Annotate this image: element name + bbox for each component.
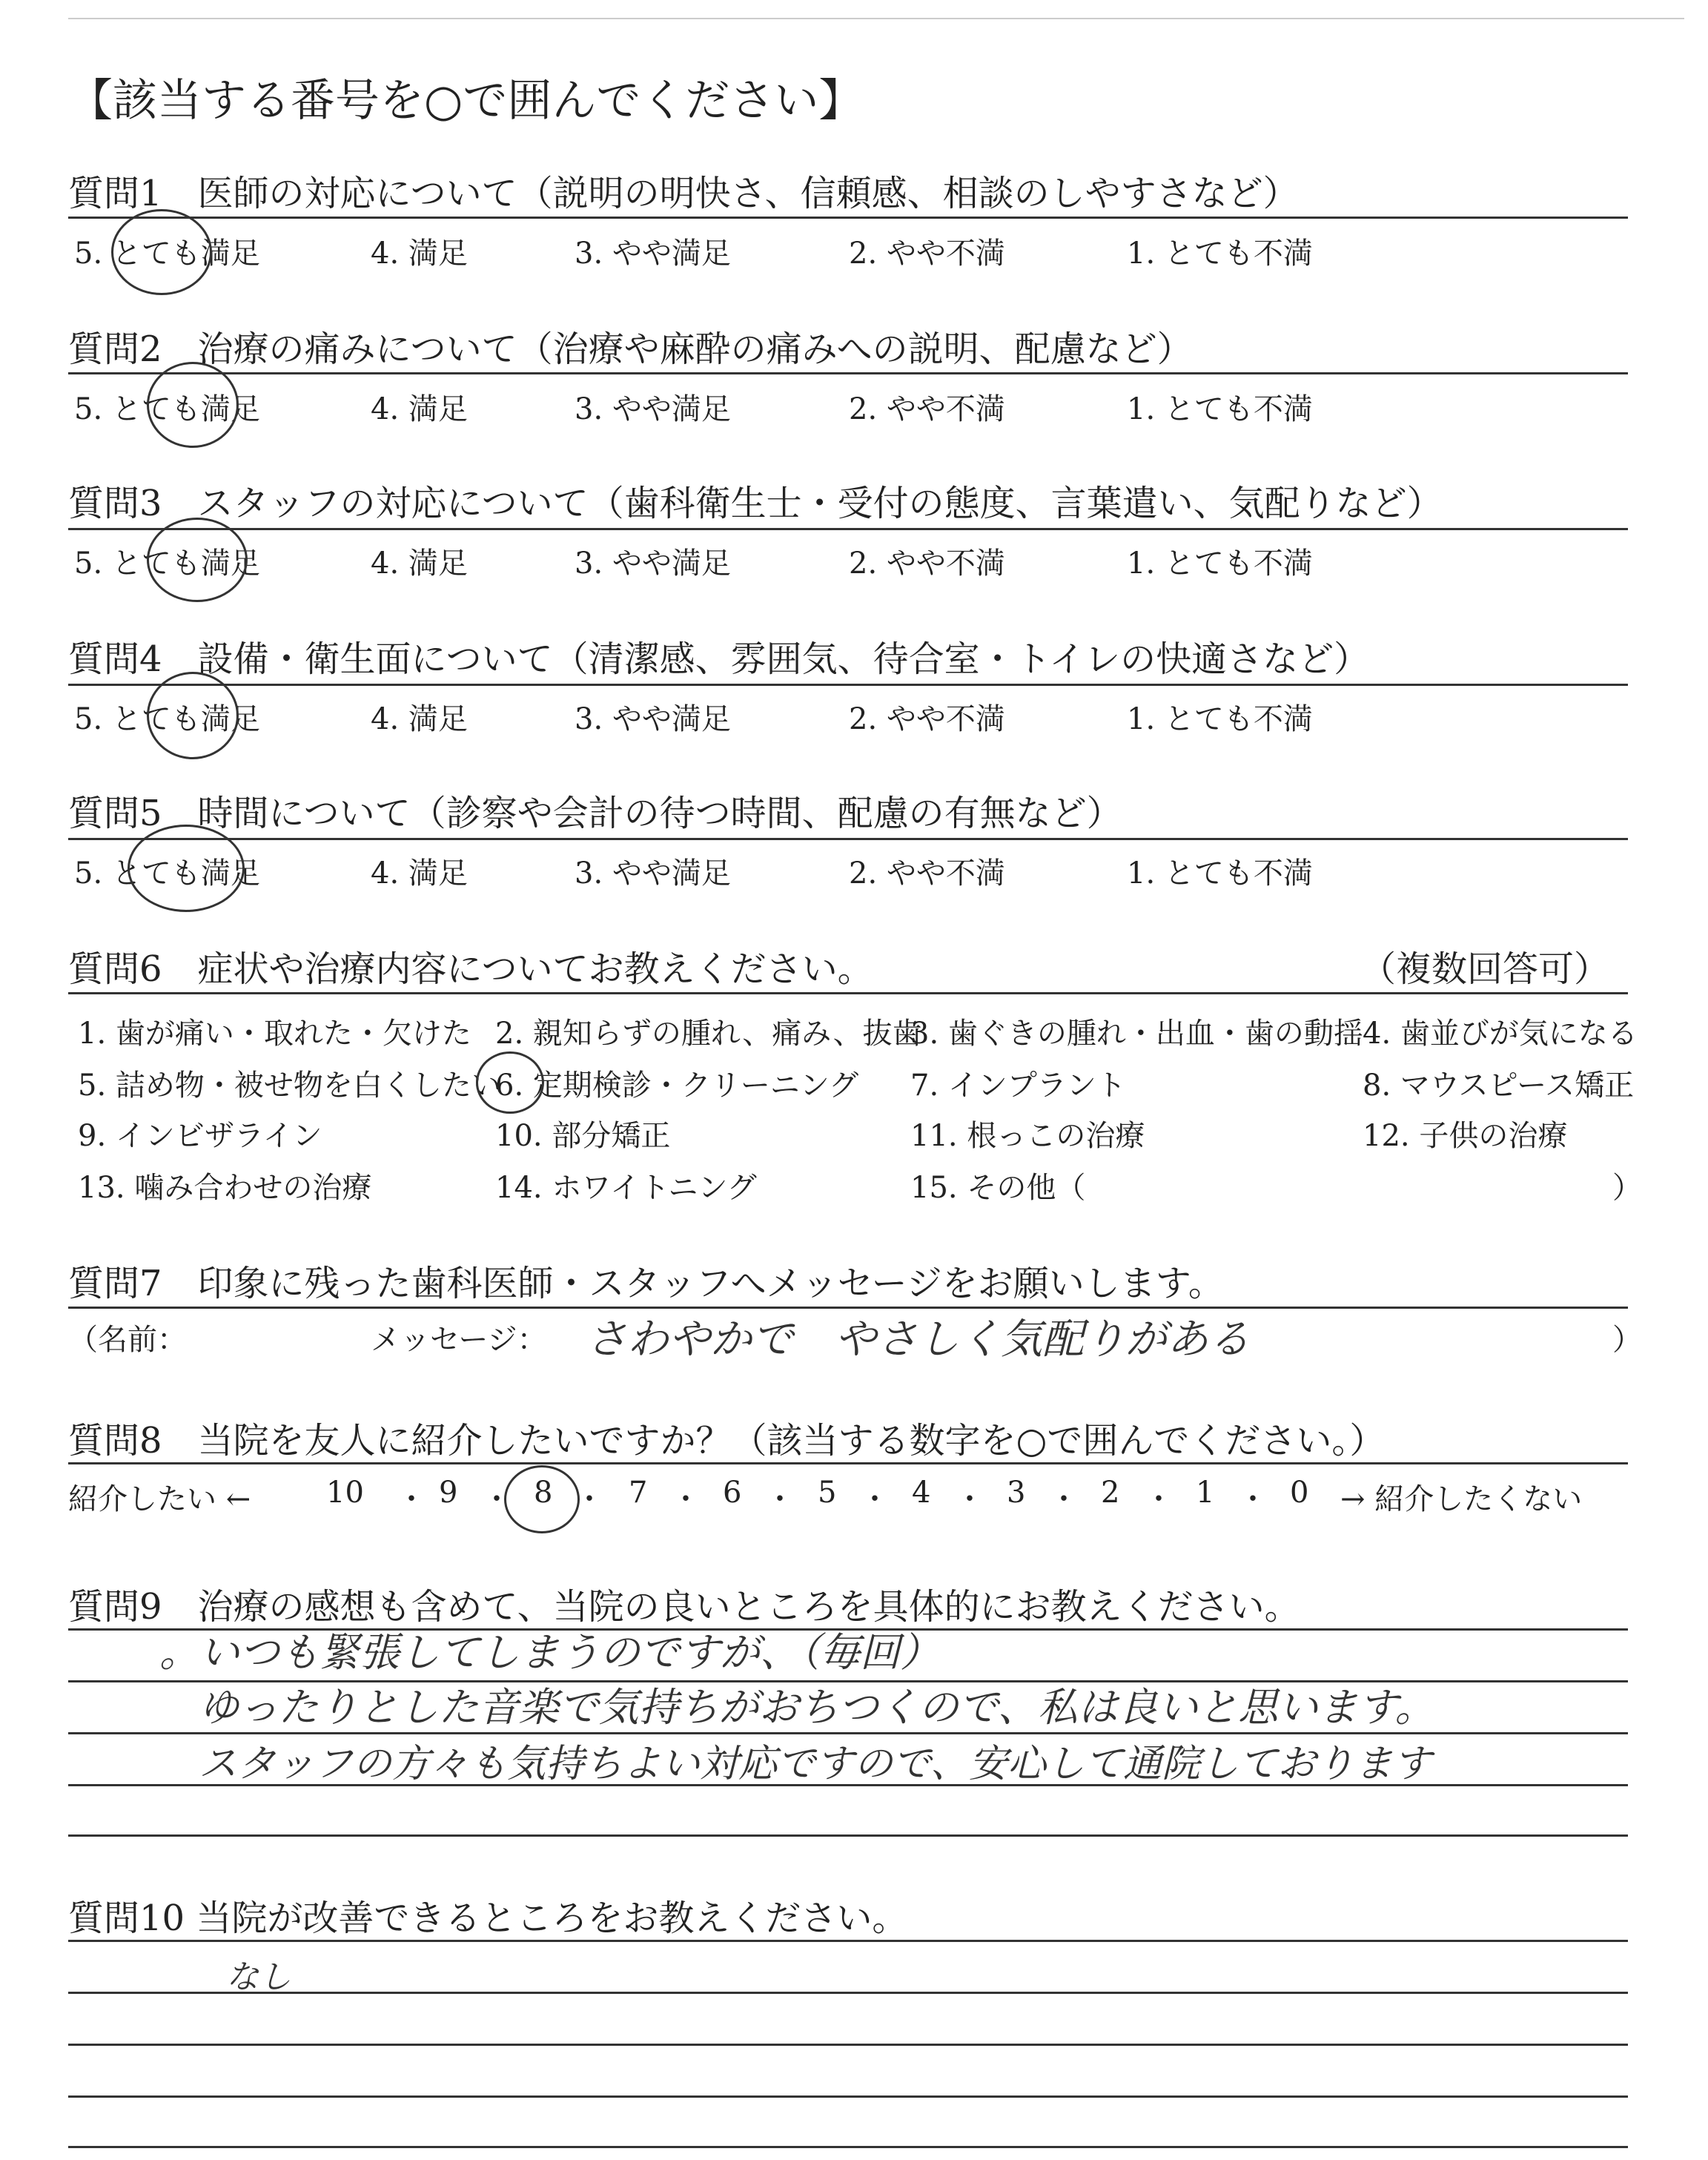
q10-rule-3 [68,2044,1628,2046]
q6-option-13[interactable]: 13. 噛み合わせの治療 [78,1171,372,1205]
q6-option-11[interactable]: 11. 根っこの治療 [910,1119,1145,1153]
q10-heading: 質問10 当院が改善できるところをお教えください。 [68,1898,908,1939]
q5-option-3[interactable]: 3. やや満足 [575,856,731,891]
q8-dot: ・ [1144,1482,1174,1516]
q6-option-15[interactable]: 15. その他（ [910,1171,1086,1205]
q2-option-4[interactable]: 4. 満足 [371,392,468,426]
q9-answer-line-2: ゆったりとした音楽で気持ちがおちつくので、私は良いと思います。 [199,1684,1435,1731]
q5-rule [68,838,1628,840]
q3-option-3[interactable]: 3. やや満足 [575,546,731,581]
q10-rule-5 [68,2146,1628,2148]
q4-selected-circle [147,672,239,759]
q8-dot: ・ [955,1482,984,1516]
q4-option-2[interactable]: 2. やや不満 [849,702,1005,736]
q8-scale-8[interactable]: 8 [534,1476,553,1510]
q1-option-3[interactable]: 3. やや満足 [575,237,731,271]
q6-option-8[interactable]: 8. マウスピース矯正 [1363,1069,1635,1103]
q2-option-2[interactable]: 2. やや不満 [849,392,1005,426]
q8-dot: ・ [575,1482,604,1516]
q6-option-14[interactable]: 14. ホワイトニング [495,1171,757,1205]
q8-dot: ・ [397,1482,426,1516]
q6-option-3[interactable]: 3. 歯ぐきの腫れ・出血・歯の動揺 [910,1017,1363,1051]
q7-message-handwritten: さわやかで やさしく気配りがある [586,1315,1250,1364]
q4-rule [68,684,1628,686]
q7-message-label: メッセージ： [371,1323,547,1357]
q8-scale-6[interactable]: 6 [723,1476,742,1510]
q8-dot: ・ [1238,1482,1268,1516]
q7-heading: 質問7 印象に残った歯科医師・スタッフへメッセージをお願いします。 [68,1263,1224,1304]
q6-option-1[interactable]: 1. 歯が痛い・取れた・欠けた [78,1017,471,1051]
q5-option-4[interactable]: 4. 満足 [371,856,468,891]
q3-option-4[interactable]: 4. 満足 [371,546,468,581]
q8-right-label: → 紹介したくない [1340,1482,1583,1516]
q3-option-2[interactable]: 2. やや不満 [849,546,1005,581]
q6-selected-circle [476,1051,544,1114]
q5-heading: 質問5 時間について（診察や会計の待つ時間、配慮の有無など） [68,793,1122,834]
q8-scale-0[interactable]: 0 [1290,1476,1309,1510]
q8-scale-10[interactable]: 10 [326,1476,364,1510]
page-title: 【該当する番号を○で囲んでください】 [68,75,864,127]
q5-option-2[interactable]: 2. やや不満 [849,856,1005,891]
q2-rule [68,372,1628,374]
q8-dot: ・ [1049,1482,1079,1516]
q3-rule [68,528,1628,530]
q9-answer-line-3: スタッフの方々も気持ちよい対応ですので、安心して通院しております [199,1742,1431,1786]
q1-rule [68,217,1628,219]
q8-dot: ・ [860,1482,890,1516]
q1-selected-circle [111,209,212,295]
q3-option-1[interactable]: 1. とても不満 [1127,546,1313,581]
top-border [68,18,1684,19]
q5-option-5[interactable]: 5. とても満足 [74,856,260,891]
q4-heading: 質問4 設備・衛生面について（清潔感、雰囲気、待合室・トイレの快適さなど） [68,638,1370,680]
q6-option-10[interactable]: 10. 部分矯正 [495,1119,671,1153]
q2-option-3[interactable]: 3. やや満足 [575,392,731,426]
q10-rule-1 [68,1940,1628,1942]
q6-option-4[interactable]: 4. 歯並びが気になる [1363,1017,1638,1051]
q8-dot: ・ [765,1482,795,1516]
q1-option-1[interactable]: 1. とても不満 [1127,237,1313,271]
q8-selected-circle [504,1465,580,1533]
q8-scale-2[interactable]: 2 [1101,1476,1120,1510]
q10-rule-2 [68,1992,1628,1994]
q6-option-7[interactable]: 7. インプラント [910,1069,1126,1103]
q6-note: （複数回答可） [1360,948,1610,990]
q4-option-3[interactable]: 3. やや満足 [575,702,731,736]
q2-option-1[interactable]: 1. とても不満 [1127,392,1313,426]
q8-scale-1[interactable]: 1 [1196,1476,1215,1510]
q2-option-5[interactable]: 5. とても満足 [74,392,260,426]
q6-option-12[interactable]: 12. 子供の治療 [1363,1119,1568,1153]
q6-heading: 質問6 症状や治療内容についてお教えください。 [68,948,873,990]
q6-option-5[interactable]: 5. 詰め物・被せ物を白くしたい [78,1069,501,1103]
q2-heading: 質問2 治療の痛みについて（治療や麻酔の痛みへの説明、配慮など） [68,328,1193,370]
q10-answer: なし [226,1958,291,1996]
q6-option-2[interactable]: 2. 親知らずの腫れ、痛み、抜歯 [495,1017,922,1051]
q4-option-5[interactable]: 5. とても満足 [74,702,260,736]
q9-heading: 質問9 治療の感想も含めて、当院の良いところを具体的にお教えください。 [68,1586,1300,1628]
q6-rule [68,992,1628,994]
q1-option-2[interactable]: 2. やや不満 [849,237,1005,271]
q8-scale-9[interactable]: 9 [439,1476,458,1510]
q3-heading: 質問3 スタッフの対応について（歯科衛生士・受付の態度、言葉遣い、気配りなど） [68,483,1443,524]
q6-option-6[interactable]: 6. 定期検診・クリーニング [495,1069,859,1103]
q4-option-1[interactable]: 1. とても不満 [1127,702,1313,736]
q8-rule [68,1462,1628,1464]
q1-option-5[interactable]: 5. とても満足 [74,237,260,271]
q9-rule-5 [68,1834,1628,1837]
q8-scale-4[interactable]: 4 [912,1476,931,1510]
q7-name-label: （名前： [68,1323,187,1357]
q9-answer-line-1: 。いつも緊張してしまうのですが、（毎回） [159,1629,940,1676]
q8-heading: 質問8 当院を友人に紹介したいですか？（該当する数字を○で囲んでください。） [68,1420,1386,1462]
q7-close-paren: ） [1612,1323,1642,1357]
q4-option-4[interactable]: 4. 満足 [371,702,468,736]
q8-dot: ・ [671,1482,701,1516]
q5-selected-circle [128,825,245,912]
q8-dot: ・ [482,1482,512,1516]
q3-option-5[interactable]: 5. とても満足 [74,546,260,581]
q1-option-4[interactable]: 4. 満足 [371,237,468,271]
q10-rule-4 [68,2095,1628,2098]
q6-option-15-close: ） [1612,1171,1642,1205]
q2-selected-circle [147,362,239,448]
q8-scale-3[interactable]: 3 [1007,1476,1026,1510]
q6-option-9[interactable]: 9. インビザライン [78,1119,322,1153]
q3-selected-circle [147,518,248,602]
q8-scale-5[interactable]: 5 [818,1476,837,1510]
q8-left-label: 紹介したい ← [68,1482,251,1516]
q5-option-1[interactable]: 1. とても不満 [1127,856,1313,891]
q1-heading: 質問1 医師の対応について（説明の明快さ、信頼感、相談のしやすさなど） [68,173,1299,214]
q8-scale-7[interactable]: 7 [629,1476,648,1510]
